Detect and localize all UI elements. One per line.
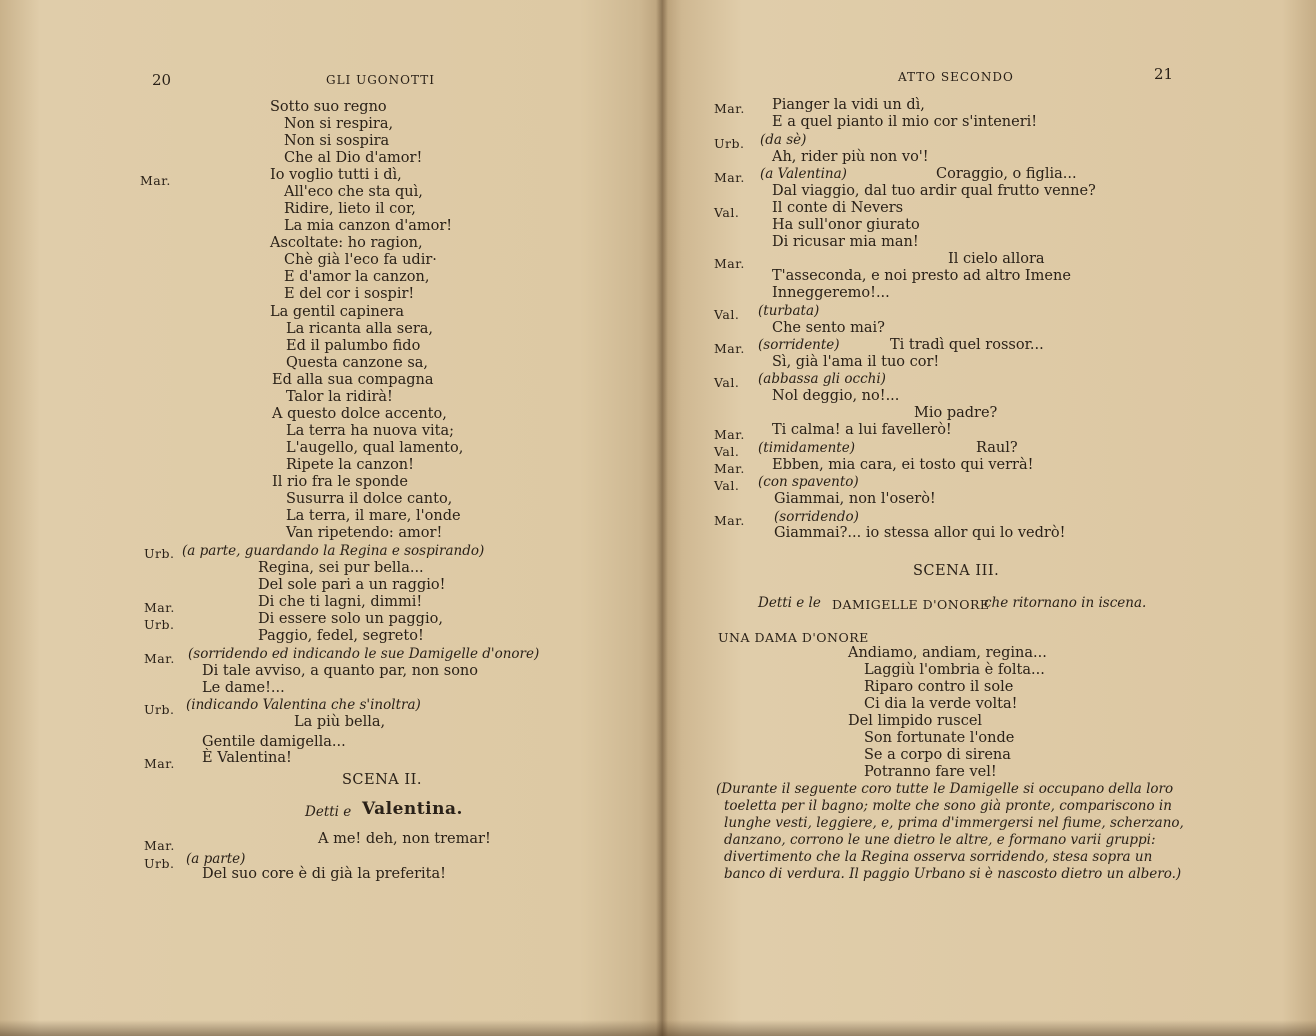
verse-line: Di essere solo un paggio, bbox=[258, 611, 443, 627]
verse-line: E d'amor la canzon, bbox=[284, 269, 430, 285]
verse-line: Di tale avviso, a quanto par, non sono bbox=[202, 663, 478, 679]
speaker-label: Mar. bbox=[714, 341, 745, 356]
verse-line: Talor la ridirà! bbox=[286, 389, 393, 405]
verse-line: Inneggeremo!... bbox=[772, 285, 890, 301]
stage-direction: (abbassa gli occhi) bbox=[758, 371, 886, 387]
verse-line: Andiamo, andiam, regina... bbox=[848, 645, 1047, 661]
stage-direction: (a parte) bbox=[186, 851, 246, 867]
verse-line: Giammai, non l'oserò! bbox=[774, 491, 936, 507]
stage-direction: (da sè) bbox=[760, 132, 807, 148]
verse-line: Regina, sei pur bella... bbox=[258, 560, 424, 576]
speaker-label: Val. bbox=[714, 478, 740, 493]
verse-line: Raul? bbox=[976, 440, 1018, 456]
right-page bbox=[662, 0, 1316, 1036]
stage-direction: (indicando Valentina che s'inoltra) bbox=[186, 697, 421, 713]
page-number: 21 bbox=[1154, 65, 1174, 83]
speaker-label: Urb. bbox=[714, 136, 745, 151]
verse-line: È Valentina! bbox=[202, 750, 292, 766]
verse-line: Le dame!... bbox=[202, 680, 285, 696]
stage-direction: (sorridente) bbox=[758, 337, 840, 353]
verse-line: Del sole pari a un raggio! bbox=[258, 577, 446, 593]
verse-line: Questa canzone sa, bbox=[286, 355, 429, 371]
verse-line: Son fortunate l'onde bbox=[864, 730, 1015, 746]
verse-line: Di ricusar mia man! bbox=[772, 234, 919, 250]
speaker-label: Val. bbox=[714, 444, 740, 459]
verse-line: Del limpido ruscel bbox=[848, 713, 983, 729]
speaker-label: Mar. bbox=[144, 838, 175, 853]
verse-line: Giammai?... io stessa allor qui lo vedrò! bbox=[774, 525, 1066, 541]
verse-line: Potranno fare vel! bbox=[864, 764, 997, 780]
verse-line: All'eco che sta quì, bbox=[284, 184, 423, 200]
scene-cast-direction: che ritornano in iscena. bbox=[984, 595, 1147, 611]
verse-line: Ti calma! a lui favellerò! bbox=[772, 422, 952, 438]
verse-line: Ti tradì quel rossor... bbox=[890, 337, 1044, 353]
verse-line: La ricanta alla sera, bbox=[286, 321, 434, 337]
verse-line: Ridire, lieto il cor, bbox=[284, 201, 416, 217]
stage-direction: (Durante il seguente coro tutte le Damigelle si occupano della loro bbox=[716, 781, 1174, 797]
stage-direction: danzano, corrono le une dietro le altre, e formano varii gruppi: bbox=[724, 832, 1156, 848]
verse-line: Ah, rider più non vo'! bbox=[772, 149, 929, 165]
verse-line: Che sento mai? bbox=[772, 320, 885, 336]
speaker-label: Mar. bbox=[714, 256, 745, 271]
speaker-label: Mar. bbox=[144, 651, 175, 666]
verse-line: Non si sospira bbox=[284, 133, 390, 149]
stage-direction: divertimento che la Regina osserva sorridendo, stesa sopra un bbox=[724, 849, 1153, 865]
verse-line: Coraggio, o figlia... bbox=[936, 166, 1077, 182]
verse-line: Pianger la vidi un dì, bbox=[772, 97, 925, 113]
speaker-label: Urb. bbox=[144, 617, 175, 632]
verse-line: Se a corpo di sirena bbox=[864, 747, 1011, 763]
verse-line: Chè già l'eco fa udir· bbox=[284, 252, 437, 268]
verse-line: Susurra il dolce canto, bbox=[286, 491, 453, 507]
verse-line: T'asseconda, e noi presto ad altro Imene bbox=[772, 268, 1071, 284]
verse-line: Sotto suo regno bbox=[270, 99, 387, 115]
scene-heading: SCENA III. bbox=[913, 563, 1000, 579]
stage-direction: banco di verdura. Il paggio Urbano si è nascosto dietro un albero.) bbox=[724, 866, 1182, 882]
scene-heading: SCENA II. bbox=[342, 772, 422, 788]
verse-line: Che al Dio d'amor! bbox=[284, 150, 423, 166]
verse-line: Paggio, fedel, segreto! bbox=[258, 628, 424, 644]
verse-line: A me! deh, non tremar! bbox=[318, 831, 491, 847]
speaker-label: Mar. bbox=[714, 513, 745, 528]
stage-direction: (sorridendo) bbox=[774, 509, 859, 525]
running-header: ATTO SECONDO bbox=[898, 70, 1014, 84]
stage-direction: toeletta per il bagno; molte che sono già pronte, compariscono in bbox=[724, 798, 1172, 814]
verse-line: Ed alla sua compagna bbox=[272, 372, 434, 388]
speaker-label: Val. bbox=[714, 375, 740, 390]
verse-line: Riparo contro il sole bbox=[864, 679, 1014, 695]
verse-line: Ascoltate: ho ragion, bbox=[270, 235, 423, 251]
scene-cast-intro: Detti e bbox=[305, 804, 352, 820]
verse-line: Gentile damigella... bbox=[202, 734, 346, 750]
verse-line: L'augello, qual lamento, bbox=[286, 440, 464, 456]
verse-line: Io voglio tutti i dì, bbox=[270, 167, 402, 183]
verse-line: La gentil capinera bbox=[270, 304, 404, 320]
verse-line: A questo dolce accento, bbox=[272, 406, 447, 422]
speaker-label: Val. bbox=[714, 307, 740, 322]
verse-line: Dal viaggio, dal tuo ardir qual frutto venne? bbox=[772, 183, 1096, 199]
scene-cast-name: Valentina. bbox=[362, 799, 463, 819]
speaker-label: UNA DAMA D'ONORE bbox=[718, 630, 869, 645]
verse-line: Nol deggio, no!... bbox=[772, 388, 900, 404]
verse-line: Non si respira, bbox=[284, 116, 394, 132]
verse-line: Ha sull'onor giurato bbox=[772, 217, 920, 233]
verse-line: Ci dia la verde volta! bbox=[864, 696, 1018, 712]
verse-line: Ed il palumbo fido bbox=[286, 338, 421, 354]
verse-line: La più bella, bbox=[294, 714, 386, 730]
running-header: GLI UGONOTTI bbox=[326, 73, 435, 87]
verse-line: La mia canzon d'amor! bbox=[284, 218, 453, 234]
stage-direction: (turbata) bbox=[758, 303, 820, 319]
stage-direction: (con spavento) bbox=[758, 474, 859, 490]
page-edge-shadow bbox=[0, 1020, 1316, 1036]
verse-line: Del suo core è di già la preferita! bbox=[202, 866, 446, 882]
verse-line: Il conte di Nevers bbox=[772, 200, 904, 216]
stage-direction: (timidamente) bbox=[758, 440, 855, 456]
page-number: 20 bbox=[152, 71, 172, 89]
verse-line: Mio padre? bbox=[914, 405, 998, 421]
speaker-label: Mar. bbox=[714, 101, 745, 116]
verse-line: Van ripetendo: amor! bbox=[286, 525, 443, 541]
speaker-label: Mar. bbox=[714, 170, 745, 185]
speaker-label: Urb. bbox=[144, 856, 175, 871]
speaker-label: Urb. bbox=[144, 546, 175, 561]
verse-line: Ripete la canzon! bbox=[286, 457, 414, 473]
speaker-label: Urb. bbox=[144, 702, 175, 717]
verse-line: Laggiù l'ombria è folta... bbox=[864, 662, 1045, 678]
verse-line: Il cielo allora bbox=[948, 251, 1045, 267]
speaker-label: Mar. bbox=[714, 461, 745, 476]
stage-direction: lunghe vesti, leggiere, e, prima d'immergersi nel fiume, scherzano, bbox=[724, 815, 1184, 831]
scene-cast-name: DAMIGELLE D'ONORE bbox=[832, 597, 990, 612]
speaker-label: Mar. bbox=[144, 756, 175, 771]
verse-line: Ebben, mia cara, ei tosto qui verrà! bbox=[772, 457, 1034, 473]
verse-line: E a quel pianto il mio cor s'inteneri! bbox=[772, 114, 1038, 130]
speaker-label: Val. bbox=[714, 205, 740, 220]
speaker-label: Mar. bbox=[714, 427, 745, 442]
scene-cast-intro: Detti e le bbox=[758, 595, 821, 611]
stage-direction: (a parte, guardando la Regina e sospirando) bbox=[182, 543, 485, 559]
verse-line: E del cor i sospir! bbox=[284, 286, 415, 302]
verse-line: Di che ti lagni, dimmi! bbox=[258, 594, 423, 610]
verse-line: La terra ha nuova vita; bbox=[286, 423, 455, 439]
stage-direction: (sorridendo ed indicando le sue Damigelle d'onore) bbox=[188, 646, 540, 662]
verse-line: Sì, già l'ama il tuo cor! bbox=[772, 354, 940, 370]
verse-line: Il rio fra le sponde bbox=[272, 474, 408, 490]
verse-line: La terra, il mare, l'onde bbox=[286, 508, 461, 524]
speaker-label: Mar. bbox=[144, 600, 175, 615]
speaker-label: Mar. bbox=[140, 173, 171, 188]
stage-direction: (a Valentina) bbox=[760, 166, 847, 182]
book-gutter bbox=[656, 0, 668, 1036]
